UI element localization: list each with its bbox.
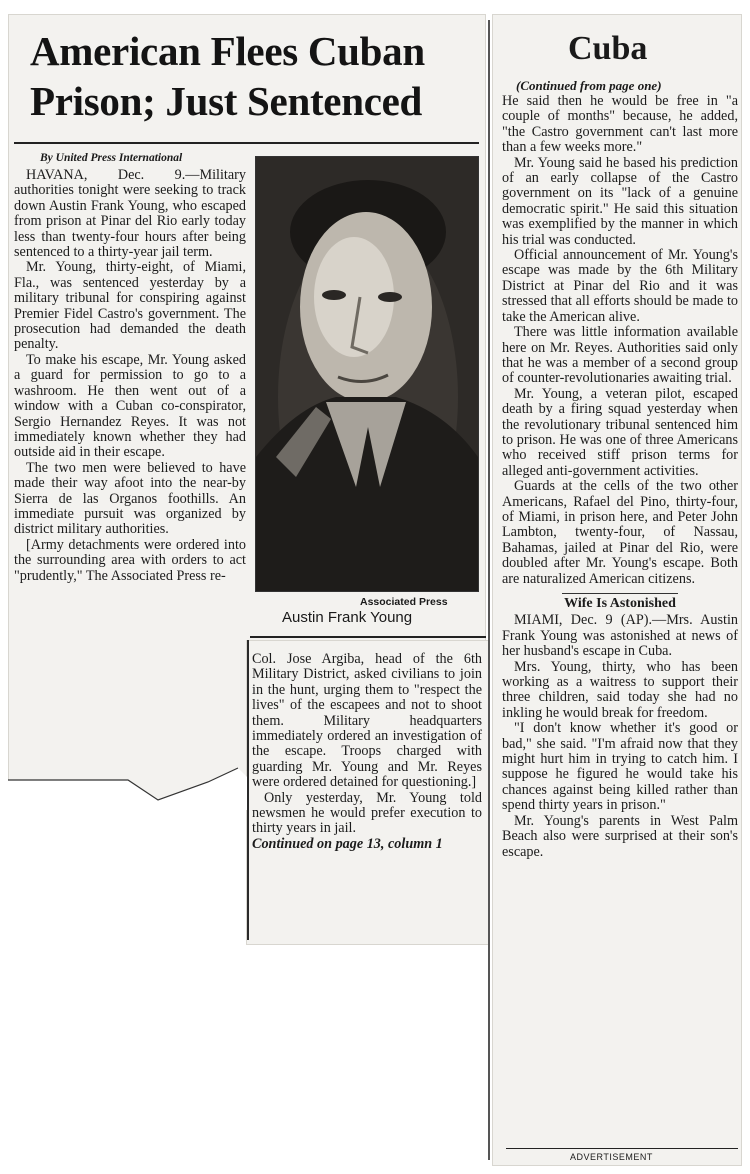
continued-line: (Continued from page one)	[516, 78, 662, 93]
right-paragraph: Guards at the cells of the two other Americans, Rafael del Pino, thirty-four, of Miami, in prison here, and Peter John Lambton, twenty-four, of Nassau, Bahamas, jailed at Pinar del Rio, were doubled after Mr. Young's escape. Both are naturalized American citizens.	[502, 478, 738, 587]
left-paragraph: [Army detachments were ordered into the surrounding area with orders to act "prudently," The Associated Press re-	[14, 536, 246, 584]
portrait-photo	[255, 156, 479, 592]
right-paragraph: Mr. Young said he based his prediction of an early collapse of the Castro government on its "lack of a genuine democratic spirit." He said this situation was exemplified by the manner in which his trial was conducted.	[502, 154, 738, 248]
right-paragraph: Official announcement of Mr. Young's escape was made by the 6th Military District at Pinar del Rio and it was stressed that all efforts should be made to take the American alive.	[502, 247, 738, 325]
caption-rule	[250, 636, 486, 638]
right-paragraph: There was little information available here on Mr. Reyes. Authorities said only that he was a member of a second group of counter-revolutionaries awaiting trial.	[502, 324, 738, 387]
left-paragraph: The two men were believed to have made their way afoot into the near-by Sierra de las Organos foothills. An immediate pursuit was organized by district military authorities.	[14, 459, 246, 538]
byline: By United Press International	[40, 152, 183, 164]
middle-paragraph: Col. Jose Argiba, head of the 6th Military District, asked civilians to join in the hunt, urging them to "respect the lives" of the escapees and not to shoot them. Military headquarters immediately ordered an investigation of the escape. Troops charged with guarding Mr. Young and Mr. Reyes were ordered detained for questioning.]	[252, 651, 482, 791]
left-paragraph: HAVANA, Dec. 9.—Military authorities tonight were seeking to track down Austin Frank Young, who escaped from prison at Pinar del Rio early today less than twenty-four hours after being sentenced to a thirty-year jail term.	[14, 167, 246, 261]
headline	[30, 26, 480, 126]
right-paragraph: Mr. Young, a veteran pilot, escaped death by a firing squad yesterday when the revolutionary tribunal sentenced him to prison. He was one of three Americans who received stiff prison terms for alleged anti-government activities.	[502, 385, 738, 479]
footer-label: ADVERTISEMENT	[570, 1152, 653, 1162]
photo-caption: Austin Frank Young	[282, 609, 413, 626]
middle-paragraph: Only yesterday, Mr. Young told newsmen he would prefer execution to thirty years in jail.	[252, 789, 482, 837]
right-heading: Cuba	[568, 30, 648, 67]
wife-paragraph: Mrs. Young, thirty, who has been working as a waitress to support their three children, said today she had no inkling he would break for freedom.	[502, 658, 738, 721]
left-paragraph: Mr. Young, thirty-eight, of Miami, Fla., was sentenced yesterday by a military tribunal for conspiring against Premier Fidel Castro's government. The prosecution had demanded the death penalty.	[14, 259, 246, 353]
right-paragraph: He said then he would be free in "a couple of months" because, he added, "the Castro government can't last more than a few weeks more."	[502, 93, 738, 156]
headline-line-1: American Flees Cuban	[30, 28, 425, 74]
column-rule-left	[247, 640, 249, 940]
wife-paragraph: Mr. Young's parents in West Palm Beach also were surprised at their son's escape.	[502, 812, 738, 860]
portrait-illustration	[256, 157, 478, 591]
left-paragraph: To make his escape, Mr. Young asked a guard for permission to go to a washroom. He then went out of a window with a Cuban co-conspirator, Sergio Hernandez Reyes. It was not immediately known whether they had outside aid in their escape.	[14, 351, 246, 461]
subhead: Wife Is Astonished	[564, 596, 676, 611]
wife-paragraph: MIAMI, Dec. 9 (AP).—Mrs. Austin Frank Young was astonished at news of her husband's escape in Cuba.	[502, 612, 738, 660]
wife-paragraph: "I don't know whether it's good or bad," she said. "I'm afraid now that they might hurt him in trying to catch him. I suppose he figured he would take his chances against being killed rather than spend thirty years in prison."	[502, 720, 738, 814]
jump-line: Continued on page 13, column 1	[252, 835, 443, 852]
column-rule-right	[488, 20, 490, 1160]
headline-line-2: Prison; Just Sentenced	[30, 78, 423, 124]
middle-column	[252, 652, 482, 852]
subhead-rule	[562, 593, 678, 594]
right-column	[502, 94, 738, 860]
footer-rule	[506, 1148, 738, 1149]
headline-rule	[14, 142, 479, 144]
torn-edge	[8, 760, 248, 810]
photo-credit: Associated Press	[360, 596, 448, 608]
left-column	[14, 168, 246, 584]
